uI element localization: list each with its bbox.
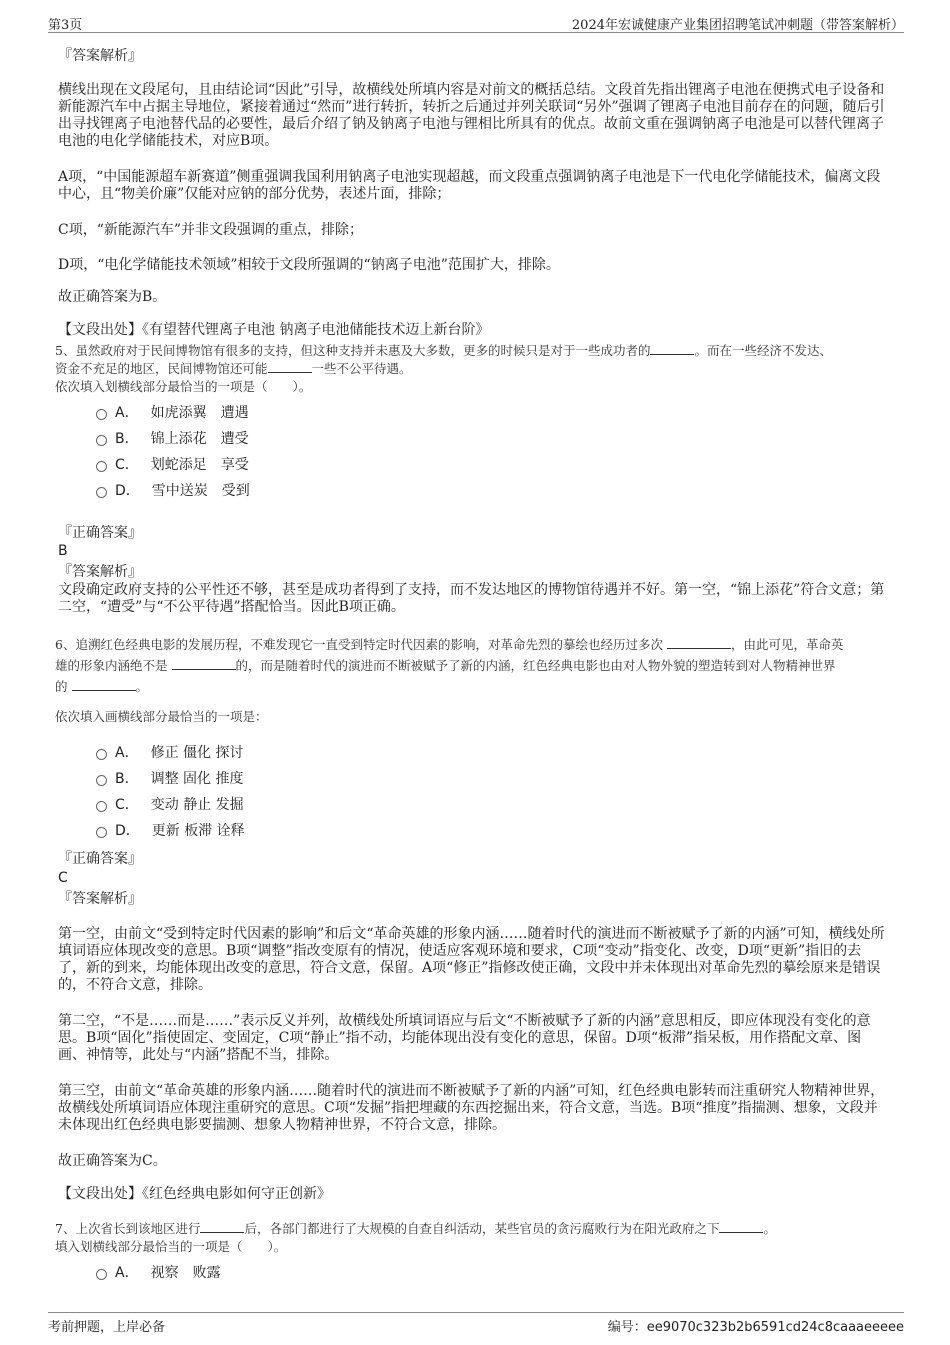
radio-icon[interactable] [96,487,107,498]
q6-option-c[interactable]: C． 变动 静止 发掘 [96,796,244,814]
radio-icon[interactable] [96,827,107,838]
q5-correct-answer: B [58,543,68,559]
q6-option-d[interactable]: D． 更新 板滞 诠释 [96,822,245,840]
prev-source: 【文段出处】《有望替代锂离子电池 钠离子电池储能技术迈上新台阶》 [58,322,490,338]
prev-conclusion: 故正确答案为B。 [58,289,167,305]
page-number: 第3页 [48,18,83,33]
q6-analysis-p1: 第一空，由前文“受到特定时代因素的影响”和后文“革命英雄的形象内涵……随着时代的演进而不断被赋予了新的内涵”可知，横线处所填词语应体现改变的意思。B项“调整”指改变原有的情况，使适应客观环境和要求，C项“变动”指变化、改变，D项“更新”指旧的去了，新的到来，均能体现出改变的意思，符合文意，保留。A项“修正”指修改使正确，文段中并未体现出对革命先烈的摹绘原来是错误的，不符合文意，排除。 [58,926,885,993]
radio-icon[interactable] [96,461,107,472]
q5-option-c[interactable]: C． 划蛇添足 享受 [96,456,249,474]
q6-option-a[interactable]: A． 修正 僵化 探讨 [96,744,243,762]
prev-option-c-analysis: C项，“新能源汽车”并非文段强调的重点，排除； [58,222,364,238]
answer-blank [268,360,312,373]
answer-blank [650,342,694,355]
q7-option-a[interactable]: A． 视察 败露 [96,1264,221,1282]
prev-option-d-analysis: D项，“电化学储能技术领域”相较于文段所强调的“钠离子电池”范围扩大，排除。 [58,257,560,273]
document-code: 编号：ee9070c323b2b6591cd24c8caaaeeeee [607,1320,904,1335]
radio-icon[interactable] [96,775,107,786]
q7-stem: 7、上次省长到该地区进行 后，各部门都进行了大规模的自查自纠活动，某些官员的贪污腐败行为在阳光政府之下 。 填入划横线部分最恰当的一项是（ ）。 [55,1221,776,1254]
q6-correct-answer: C [58,870,68,886]
radio-icon[interactable] [96,409,107,420]
prev-option-a-analysis: A项，“中国能源超车新赛道”侧重强调我国利用钠离子电池实现超越，而文段重点强调钠离子电池是下一代电化学储能技术，偏离文段中心，且“物美价廉”仅能对应钠的部分优势，表述片面，排除； [58,169,881,202]
answer-blank [172,657,236,670]
q5-option-b[interactable]: B． 锦上添花 遭受 [96,430,249,448]
q5-stem: 5、虽然政府对于民间博物馆有很多的支持，但这种支持并未惠及大多数，更多的时候只是对于一些成功者的 。而在一些经济不发达、 资金不充足的地区，民间博物馆还可能 一些不公平待遇。 依次填入划横线部分最恰当的一项是（ ）。 [55,343,832,394]
answer-blank [719,1220,763,1233]
radio-icon[interactable] [96,749,107,760]
page-header [48,14,904,33]
answer-blank [200,1220,244,1233]
q5-option-a[interactable]: A． 如虎添翼 遭遇 [96,404,249,422]
radio-icon[interactable] [96,1269,107,1280]
q5-analysis-label: 『答案解析』 [58,564,142,580]
q6-analysis-p3: 第三空，由前文“革命英雄的形象内涵……随着时代的演进而不断被赋予了新的内涵”可知，红色经典电影转而注重研究人物精神世界，故横线处所填词语应体现注重研究的意思。C项“发掘”指把埋藏的东西挖掘出来，符合文意，当选。B项“推度”指揣测、想象，文段并未体现出红色经典电影要揣测、想象人物精神世界，不符合文意，排除。 [58,1083,885,1133]
q6-analysis-label: 『答案解析』 [58,891,142,907]
prev-analysis-label: 『答案解析』 [58,48,142,64]
answer-blank [72,678,136,691]
q5-option-d[interactable]: D． 雪中送炭 受到 [96,482,250,500]
q6-source: 【文段出处】《红色经典电影如何守正创新》 [58,1186,331,1202]
prev-analysis-text: 横线出现在文段尾句，且由结论词“因此”引导，故横线处所填内容是对前文的概括总结。文段首先指出锂离子电池在便携式电子设备和新能源汽车中占据主导地位，紧接着通过“然而”进行转折，转折之后通过并列关联词“另外”强调了锂离子电池目前存在的问题，随后引出寻找锂离子电池替代品的必要性，最后介绍了钠及钠离子电池与锂相比所具有的优点。故前文重在强调钠离子电池是可以替代锂离子电池的电化学储能技术，对应B项。 [58,82,885,149]
radio-icon[interactable] [96,435,107,446]
answer-blank [667,636,731,649]
q6-conclusion: 故正确答案为C。 [58,1153,167,1169]
q6-correct-label: 『正确答案』 [58,851,142,867]
q6-analysis-p2: 第二空，“不是……而是……”表示反义并列，故横线处所填词语应与后文“不断被赋予了新的内涵”意思相反，即应体现没有变化的意思。B项“固化”指使固定、变固定，C项“静止”指不动，均能体现出没有变化的意思，保留。D项“板滞”指呆板，用作搭配文章、图画、神情等，此处与“内涵”搭配不当，排除。 [58,1013,871,1063]
radio-icon[interactable] [96,801,107,812]
footer-slogan: 考前押题，上岸必备 [48,1320,166,1335]
q6-option-b[interactable]: B． 调整 固化 推度 [96,770,244,788]
document-title: 2024年宏诚健康产业集团招聘笔试冲刺题（带答案解析） [571,18,904,33]
q5-correct-label: 『正确答案』 [58,525,142,541]
q5-analysis-text: 文段确定政府支持的公平性还不够，甚至是成功者得到了支持，而不发达地区的博物馆待遇并不好。第一空，“锦上添花”符合文意；第二空，“遭受”与“不公平待遇”搭配恰当。因此B项正确。 [58,582,885,615]
q6-prompt: 依次填入画横线部分最恰当的一项是： [55,709,268,724]
q6-stem: 6、追溯红色经典电影的发展历程，不难发现它一直受到特定时代因素的影响，对革命先烈的摹绘也经历过多次 ，由此可见，革命英 雄的形象内涵绝不是 的，而是随着时代的演进而不断被赋予了新的内涵，红色经典电影也由对人物外貌的塑造转到对人物精神世界 的 。 [55,637,844,694]
page-footer [48,1312,904,1335]
